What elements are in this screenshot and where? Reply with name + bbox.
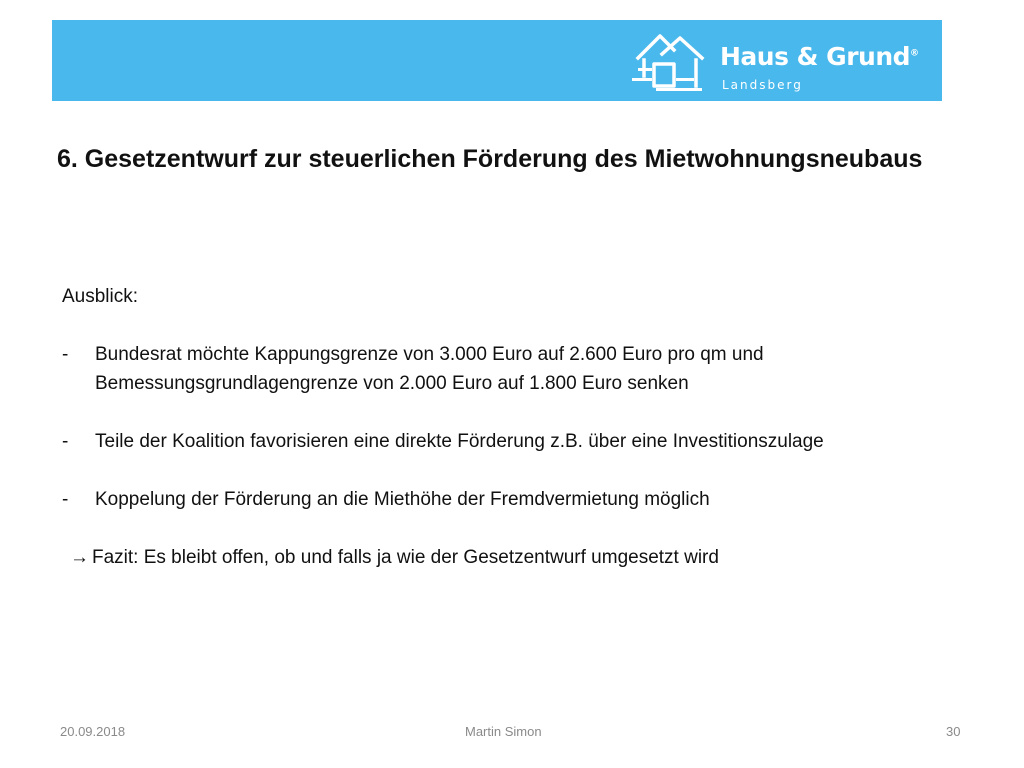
bullet-item xyxy=(62,427,942,456)
intro-text: Ausblick: xyxy=(62,286,139,307)
footer-date: 20.09.2018 xyxy=(60,724,126,739)
house-logo-icon xyxy=(632,30,716,94)
bullet-item xyxy=(62,340,942,398)
logo-subtitle: Landsberg xyxy=(722,78,803,92)
conclusion xyxy=(62,543,942,572)
bullet-text: Koppelung der Förderung an die Miethöhe der Fremdvermietung möglich xyxy=(95,489,710,510)
conclusion-text: Fazit: Es bleibt offen, ob und falls ja wie der Gesetzentwurf umgesetzt wird xyxy=(92,547,719,568)
slide-content xyxy=(62,282,942,572)
page-number: 30 xyxy=(946,724,961,739)
bullet-text: Teile der Koalition favorisieren eine direkte Förderung z.B. über eine Investitionszulage xyxy=(95,431,824,452)
footer-author: Martin Simon xyxy=(465,724,542,739)
bullet-marker: - xyxy=(62,431,69,452)
slide-title: 6. Gesetzentwurf zur steuerlichen Förderung des Mietwohnungsneubaus xyxy=(57,145,923,173)
logo-name: Haus & Grund® xyxy=(720,42,919,71)
bullet-marker: - xyxy=(62,344,69,365)
bullet-text: Bundesrat möchte Kappungsgrenze von 3.000 Euro auf 2.600 Euro pro qm und Bemessungsgrundlagengrenze von 2.000 Euro auf 1.800 Euro senken xyxy=(95,344,764,394)
bullet-marker: - xyxy=(62,489,69,510)
arrow-icon: → xyxy=(70,547,89,568)
company-logo xyxy=(632,30,919,94)
bullet-item xyxy=(62,485,942,514)
